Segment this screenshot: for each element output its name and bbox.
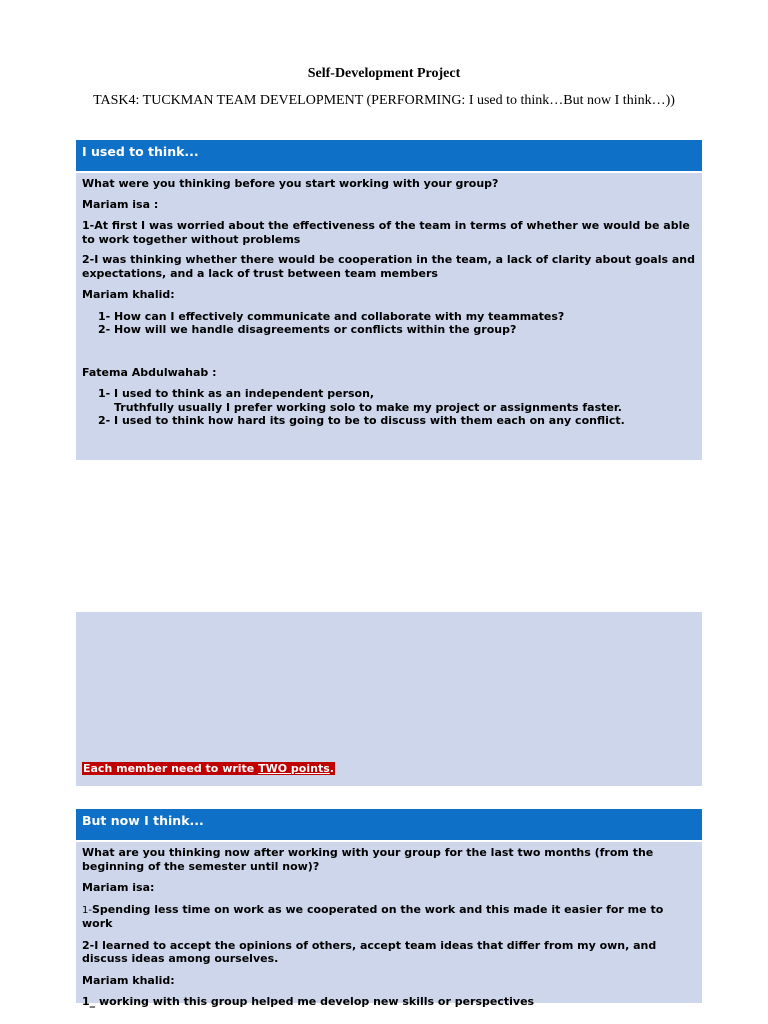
question: What are you thinking now after working with your group for the last two months (from the beginning of the semester until now)? bbox=[82, 846, 654, 873]
page-title: Self-Development Project bbox=[307, 66, 461, 81]
instruction-note bbox=[82, 762, 335, 775]
numbered-list bbox=[82, 310, 696, 337]
section-header-used-to-think bbox=[76, 140, 702, 171]
member-name: Fatema Abdulwahab : bbox=[82, 365, 217, 379]
question: What were you thinking before you start working with your group? bbox=[82, 177, 499, 190]
point: 1_ working with this group helped me develop new skills or perspectives bbox=[82, 995, 535, 1008]
list-item: 1- How can I effectively communicate and collaborate with my teammates? bbox=[98, 309, 565, 323]
section-header-label: I used to think... bbox=[82, 144, 199, 159]
now-think-panel bbox=[76, 842, 702, 1008]
member-name: Mariam khalid: bbox=[82, 973, 175, 987]
point: 1-At first I was worried about the effectiveness of the team in terms of whether we would be able to work together without problems bbox=[82, 219, 690, 246]
point bbox=[82, 903, 696, 931]
list-item: 2- I used to think how hard its going to be to discuss with them each on any conflict. bbox=[98, 414, 625, 427]
member-name: Mariam khalid: bbox=[82, 288, 175, 301]
point-number: 1- bbox=[82, 904, 92, 916]
point-text: Spending less time on work as we cooperated on the work and this made it easier for me to work bbox=[82, 902, 664, 930]
point: 2-I learned to accept the opinions of others, accept team ideas that differ from my own, and discuss ideas among ourselves. bbox=[82, 938, 657, 965]
note-emphasis: TWO points bbox=[258, 762, 330, 775]
member-name: Mariam isa: bbox=[82, 881, 155, 894]
section-header-now-think bbox=[76, 809, 702, 840]
list-item-continuation: Truthfully usually I prefer working solo to make my project or assignments faster. bbox=[114, 400, 622, 414]
task-subtitle: TASK4: TUCKMAN TEAM DEVELOPMENT (PERFORMING: I used to think…But now I think…)) bbox=[93, 93, 675, 108]
numbered-list bbox=[82, 387, 696, 428]
list-item: 2- How will we handle disagreements or conflicts within the group? bbox=[98, 323, 517, 336]
used-to-think-panel bbox=[76, 173, 702, 460]
point: 2-I was thinking whether there would be cooperation in the team, a lack of clarity about goals and expectations, and a lack of trust between team members bbox=[82, 253, 695, 280]
note-text: Each member need to write bbox=[83, 762, 259, 775]
note-suffix: . bbox=[329, 762, 334, 775]
list-item: 1- I used to think as an independent person, bbox=[98, 387, 375, 400]
member-name: Mariam isa : bbox=[82, 197, 159, 211]
section-header-label: But now I think... bbox=[82, 813, 204, 828]
notes-panel bbox=[76, 612, 702, 786]
